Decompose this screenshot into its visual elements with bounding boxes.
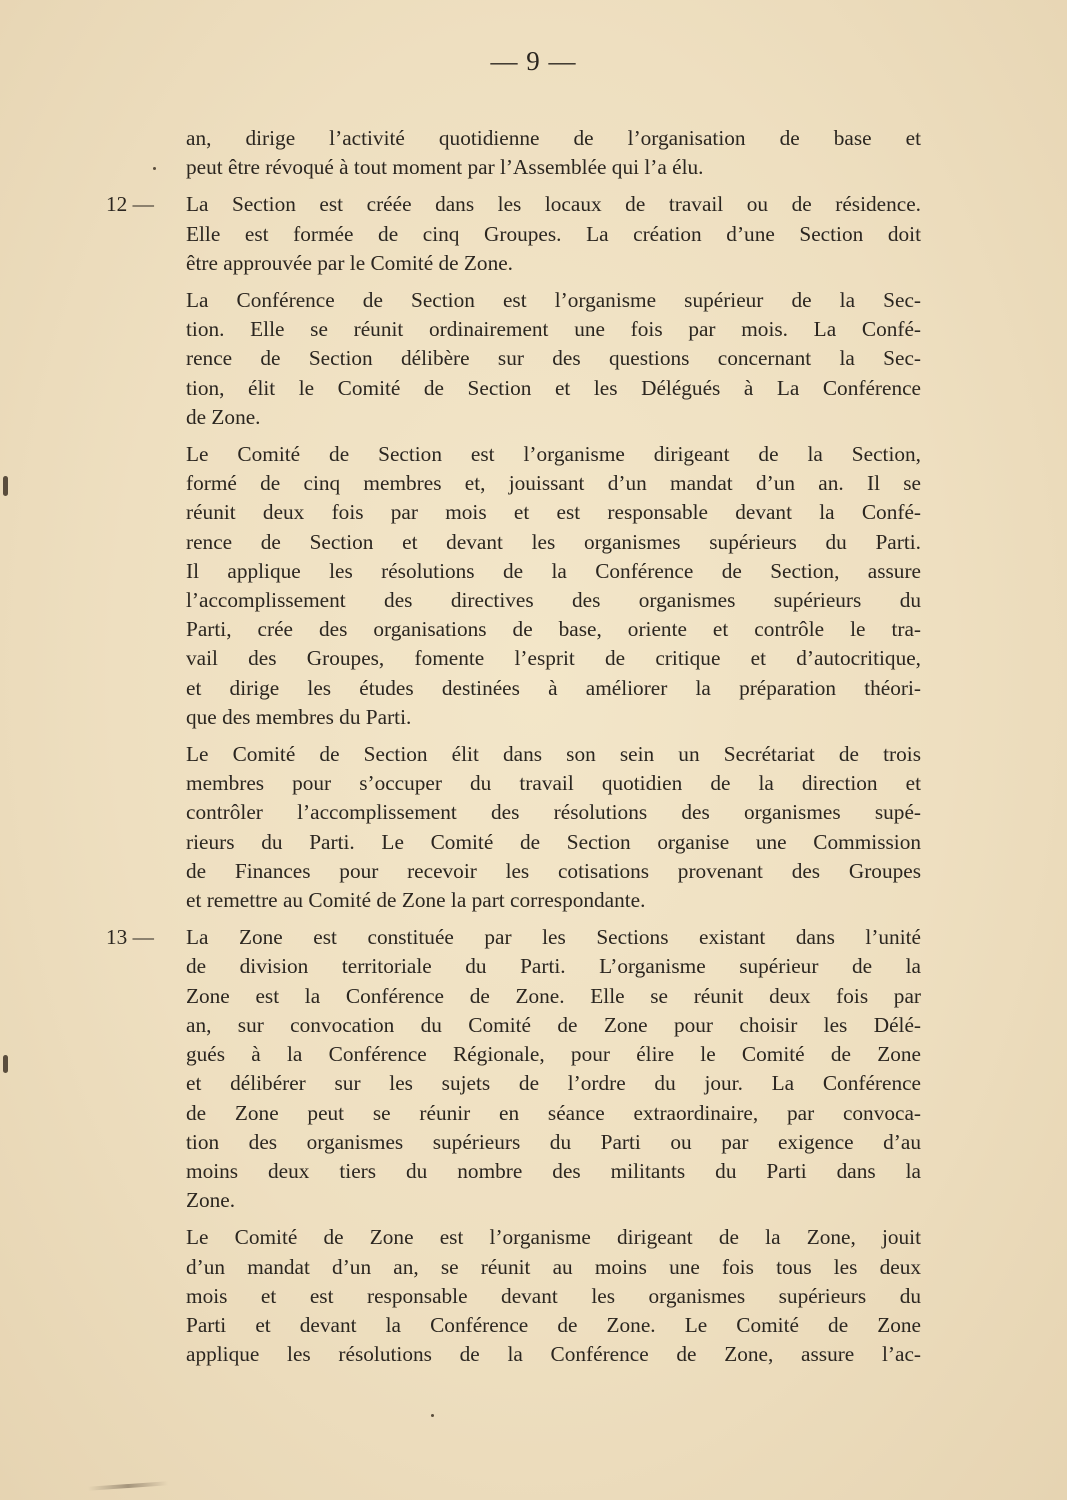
text-line: de Finances pour recevoir les cotisations provenant des Groupes [186, 858, 921, 883]
paper-smudge [88, 1481, 168, 1491]
text-line: an, sur convocation du Comité de Zone pour choisir les Délé- [186, 1012, 921, 1037]
text-line: Parti et devant la Conférence de Zone. Le Comité de Zone [186, 1312, 921, 1337]
text-line: formé de cinq membres et, jouissant d’un mandat d’un an. Il se [186, 471, 921, 496]
text-line: La Zone est constituée par les Sections existant dans l’unité [186, 925, 921, 950]
text-line: an, dirige l’activité quotidienne de l’organisation de base et [186, 126, 921, 150]
text-line: Il applique les résolutions de la Conférence de Section, assure [186, 558, 921, 583]
text-line: membres pour s’occuper du travail quotidien de la direction et [186, 771, 921, 796]
ink-speck [431, 1414, 434, 1417]
text-line: mois et est responsable devant les organismes supérieurs du [186, 1283, 921, 1308]
text-line: réunit deux fois par mois et est responsable devant la Confé- [186, 500, 921, 525]
paragraph-continuation [186, 124, 921, 182]
text-line: Elle est formée de cinq Groupes. La création d’une Section doit [186, 221, 921, 246]
text-line: de Zone. [186, 404, 261, 429]
text-line: tion des organismes supérieurs du Parti ou par exigence d’au [186, 1129, 921, 1154]
article-12 [106, 190, 921, 278]
page-number: — 9 — [490, 46, 577, 76]
text-line: et dirige les études destinées à améliorer la préparation théori- [186, 675, 921, 700]
text-line: Parti, crée des organisations de base, oriente et contrôle le tra- [186, 617, 921, 642]
text-line: rence de Section et devant les organismes supérieurs du Parti. [186, 529, 921, 554]
article-number: 12 — [106, 192, 154, 217]
text-line: Le Comité de Section est l’organisme dirigeant de la Section, [186, 442, 921, 467]
text-line: être approuvée par le Comité de Zone. [186, 250, 514, 275]
binding-mark [3, 1055, 8, 1073]
text-line: que des membres du Parti. [186, 704, 412, 729]
text-line: et remettre au Comité de Zone la part correspondante. [186, 888, 646, 913]
text-line: et délibérer sur les sujets de l’ordre du jour. La Conférence [186, 1071, 921, 1096]
text-line: La Section est créée dans les locaux de travail ou de résidence. [186, 192, 921, 217]
paragraph-comite-zone [186, 1223, 921, 1369]
text-line: rieurs du Parti. Le Comité de Section organise une Commission [186, 829, 921, 854]
text-line: de division territoriale du Parti. L’organisme supérieur de la [186, 954, 921, 979]
text-line: gués à la Conférence Régionale, pour élire le Comité de Zone [186, 1042, 921, 1067]
text-line: Zone. [186, 1188, 236, 1213]
article-number: 13 — [106, 925, 154, 950]
text-line: La Conférence de Section est l’organisme supérieur de la Sec- [186, 288, 921, 313]
text-line: vail des Groupes, fomente l’esprit de critique et d’autocritique, [186, 646, 921, 671]
text-line: tion, élit le Comité de Section et les Délégués à La Conférence [186, 375, 921, 400]
ink-speck [153, 167, 156, 170]
text-line: rence de Section délibère sur des questions concernant la Sec- [186, 346, 921, 371]
paragraph-comite-section [186, 440, 921, 732]
text-line: tion. Elle se réunit ordinairement une fois par mois. La Confé- [186, 317, 921, 342]
text-line: contrôler l’accomplissement des résolutions des organismes supé- [186, 800, 921, 825]
article-13 [106, 923, 921, 1215]
text-line: l’accomplissement des directives des organismes supérieurs du [186, 588, 921, 613]
text-line: Zone est la Conférence de Zone. Elle se réunit deux fois par [186, 983, 921, 1008]
paragraph-secretariat [186, 740, 921, 915]
text-line: applique les résolutions de la Conférence de Zone, assure l’ac- [186, 1342, 921, 1367]
body-text [106, 124, 921, 1369]
text-line: Le Comité de Section élit dans son sein un Secrétariat de trois [186, 742, 921, 767]
text-line: moins deux tiers du nombre des militants du Parti dans la [186, 1158, 921, 1183]
text-line: de Zone peut se réunir en séance extraordinaire, par convoca- [186, 1100, 921, 1125]
binding-mark [3, 476, 8, 496]
text-line: d’un mandat d’un an, se réunit au moins une fois tous les deux [186, 1254, 921, 1279]
paragraph-conference-section [186, 286, 921, 432]
text-line: peut être révoqué à tout moment par l’Assemblée qui l’a élu. [186, 155, 704, 180]
text-line: Le Comité de Zone est l’organisme dirigeant de la Zone, jouit [186, 1225, 921, 1250]
